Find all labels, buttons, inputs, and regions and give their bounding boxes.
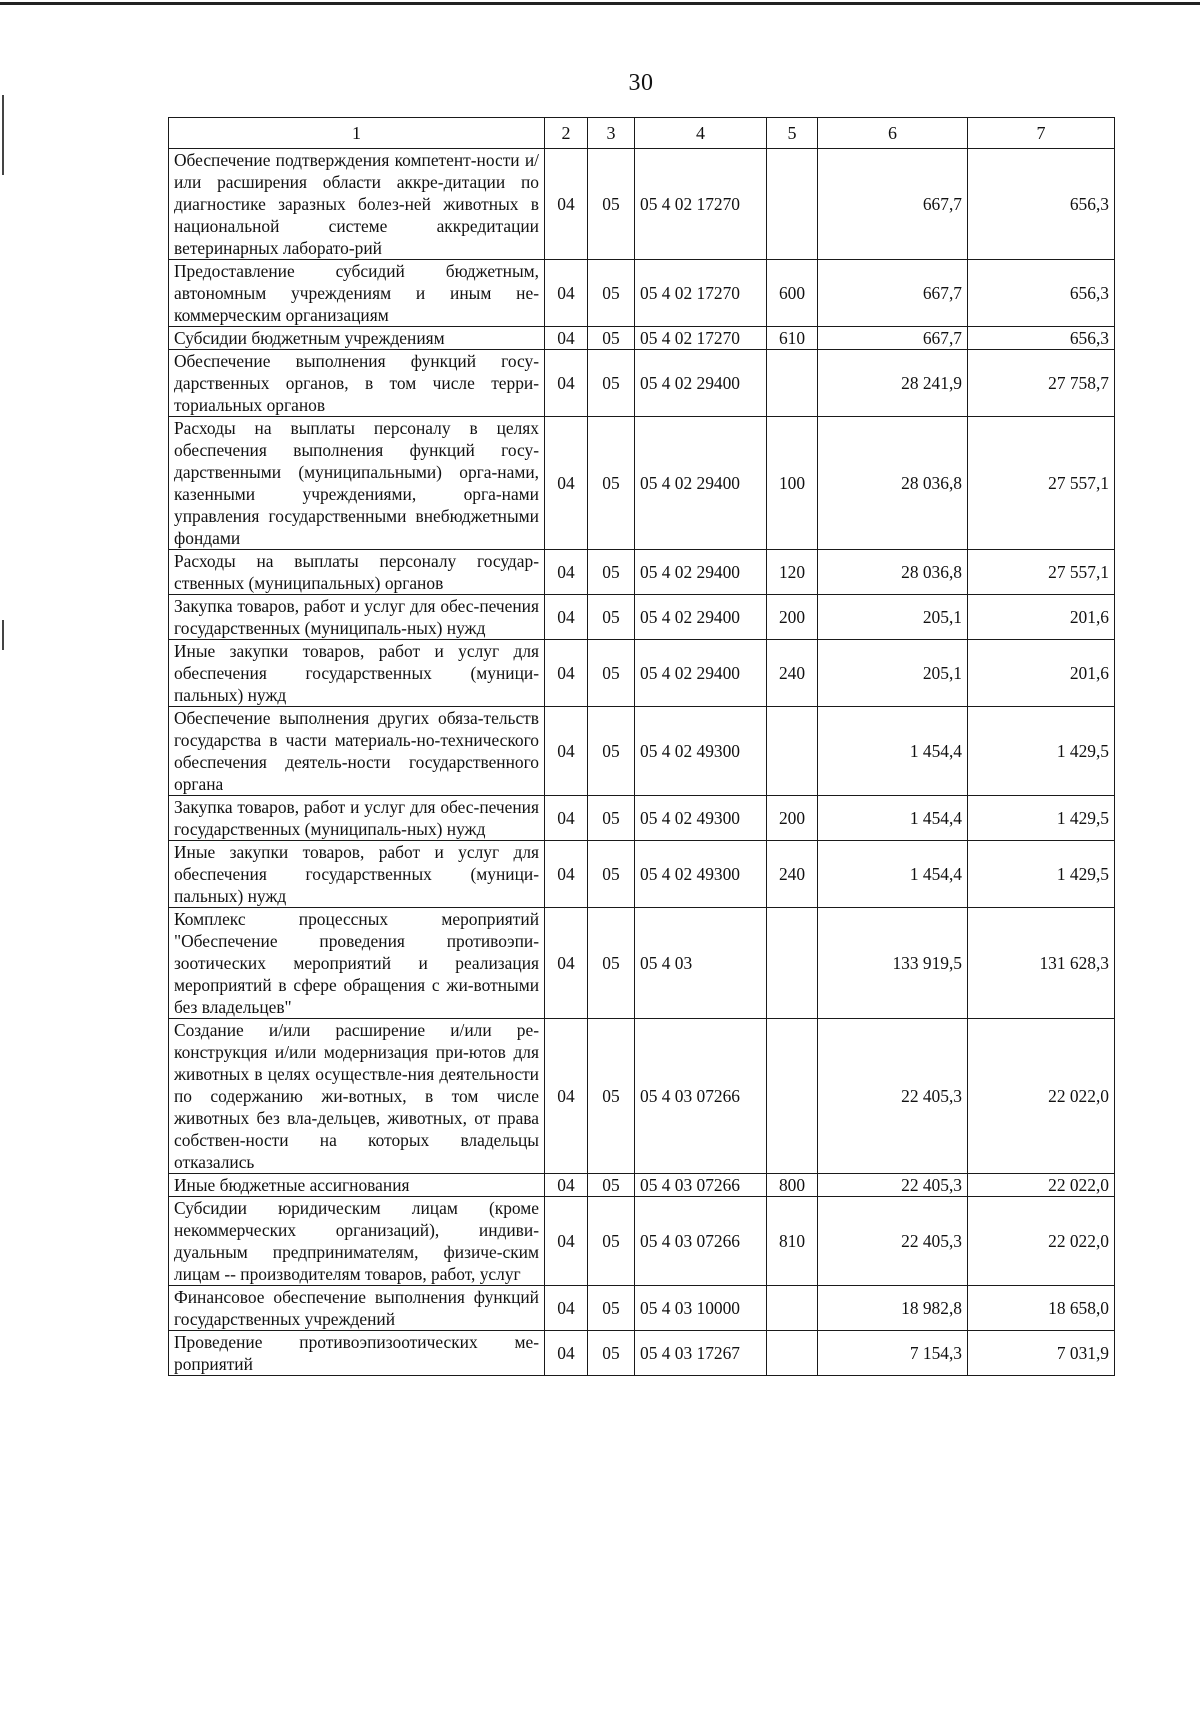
- row-target-article: 05 4 02 49300: [635, 841, 767, 908]
- row-section-code: 04: [545, 640, 588, 707]
- row-name: Обеспечение подтверждения компетент-ности и/или расширения области аккре-дитации по диагностике заразных болез-ней животных в национальной системе аккредитации ветеринарных лаборато-рий: [169, 149, 545, 260]
- row-amount-col6: 28 036,8: [818, 417, 968, 550]
- row-amount-col6: 22 405,3: [818, 1174, 968, 1197]
- row-expense-type: 240: [767, 841, 818, 908]
- page-number: 30: [628, 70, 654, 96]
- row-section-code: 04: [545, 841, 588, 908]
- row-target-article: 05 4 02 49300: [635, 796, 767, 841]
- row-subsection-code: 05: [588, 841, 635, 908]
- row-subsection-code: 05: [588, 149, 635, 260]
- row-amount-col7: 656,3: [968, 327, 1115, 350]
- row-target-article: 05 4 02 29400: [635, 640, 767, 707]
- row-amount-col6: 133 919,5: [818, 908, 968, 1019]
- row-target-article: 05 4 02 49300: [635, 707, 767, 796]
- row-target-article: 05 4 02 29400: [635, 550, 767, 595]
- row-amount-col7: 201,6: [968, 595, 1115, 640]
- row-subsection-code: 05: [588, 707, 635, 796]
- row-expense-type: 800: [767, 1174, 818, 1197]
- row-subsection-code: 05: [588, 1174, 635, 1197]
- row-section-code: 04: [545, 1174, 588, 1197]
- row-expense-type: 200: [767, 796, 818, 841]
- row-section-code: 04: [545, 327, 588, 350]
- row-name: Расходы на выплаты персоналу в целях обеспечения выполнения функций госу-дарственными (муниципальными) орга-нами, казенными учреждениями, орга-нами управления государственными внебюджетными фондами: [169, 417, 545, 550]
- table-row: [169, 640, 1115, 707]
- row-amount-col7: 22 022,0: [968, 1197, 1115, 1286]
- row-name: Финансовое обеспечение выполнения функций государственных учреждений: [169, 1286, 545, 1331]
- row-amount-col6: 28 036,8: [818, 550, 968, 595]
- row-target-article: 05 4 02 29400: [635, 595, 767, 640]
- row-subsection-code: 05: [588, 327, 635, 350]
- row-subsection-code: 05: [588, 1019, 635, 1174]
- row-amount-col7: 27 758,7: [968, 350, 1115, 417]
- row-expense-type: [767, 707, 818, 796]
- row-name: Обеспечение выполнения других обяза-тельств государства в части материаль-но-технического обеспечения деятель-ности государственного органа: [169, 707, 545, 796]
- row-subsection-code: 05: [588, 550, 635, 595]
- table-row: [169, 1286, 1115, 1331]
- budget-table: [168, 117, 1115, 1376]
- row-amount-col7: 656,3: [968, 149, 1115, 260]
- row-subsection-code: 05: [588, 908, 635, 1019]
- row-amount-col7: 7 031,9: [968, 1331, 1115, 1376]
- row-amount-col7: 27 557,1: [968, 550, 1115, 595]
- row-name: Проведение противоэпизоотических ме-роприятий: [169, 1331, 545, 1376]
- table-row: [169, 1174, 1115, 1197]
- row-amount-col7: 656,3: [968, 260, 1115, 327]
- row-subsection-code: 05: [588, 640, 635, 707]
- row-name: Создание и/или расширение и/или ре-конструкция и/или модернизация при-ютов для животных в целях осуществле-ния деятельности по содержанию жи-вотных, в том числе животных без вла-дельцев, животных, от права собствен-ности на которых владельцы отказались: [169, 1019, 545, 1174]
- row-amount-col6: 205,1: [818, 640, 968, 707]
- column-header: 1: [169, 118, 545, 149]
- row-name: Субсидии бюджетным учреждениям: [169, 327, 545, 350]
- row-amount-col6: 18 982,8: [818, 1286, 968, 1331]
- row-name: Закупка товаров, работ и услуг для обес-печения государственных (муниципаль-ных) нужд: [169, 796, 545, 841]
- row-expense-type: [767, 1331, 818, 1376]
- row-name: Закупка товаров, работ и услуг для обес-печения государственных (муниципаль-ных) нужд: [169, 595, 545, 640]
- row-amount-col7: 22 022,0: [968, 1174, 1115, 1197]
- table-row: [169, 796, 1115, 841]
- row-section-code: 04: [545, 1019, 588, 1174]
- row-section-code: 04: [545, 1286, 588, 1331]
- row-amount-col7: 131 628,3: [968, 908, 1115, 1019]
- row-name: Комплекс процессных мероприятий "Обеспечение проведения противоэпи-зоотических мероприятий и реализация мероприятий в сфере обращения с жи-вотными без владельцев": [169, 908, 545, 1019]
- row-target-article: 05 4 02 17270: [635, 149, 767, 260]
- row-amount-col6: 28 241,9: [818, 350, 968, 417]
- row-expense-type: [767, 1286, 818, 1331]
- table-row: [169, 595, 1115, 640]
- row-section-code: 04: [545, 1197, 588, 1286]
- row-target-article: 05 4 02 17270: [635, 260, 767, 327]
- row-expense-type: 240: [767, 640, 818, 707]
- column-header: 5: [767, 118, 818, 149]
- row-amount-col6: 7 154,3: [818, 1331, 968, 1376]
- row-target-article: 05 4 02 17270: [635, 327, 767, 350]
- row-amount-col6: 667,7: [818, 260, 968, 327]
- row-target-article: 05 4 03 07266: [635, 1197, 767, 1286]
- row-expense-type: [767, 149, 818, 260]
- column-header: 6: [818, 118, 968, 149]
- row-subsection-code: 05: [588, 1197, 635, 1286]
- row-target-article: 05 4 02 29400: [635, 350, 767, 417]
- row-subsection-code: 05: [588, 260, 635, 327]
- row-section-code: 04: [545, 908, 588, 1019]
- row-target-article: 05 4 03 10000: [635, 1286, 767, 1331]
- row-target-article: 05 4 02 29400: [635, 417, 767, 550]
- row-amount-col6: 22 405,3: [818, 1197, 968, 1286]
- row-section-code: 04: [545, 260, 588, 327]
- row-subsection-code: 05: [588, 350, 635, 417]
- row-amount-col7: 1 429,5: [968, 796, 1115, 841]
- row-name: Обеспечение выполнения функций госу-дарственных органов, в том числе терри-ториальных органов: [169, 350, 545, 417]
- row-target-article: 05 4 03 07266: [635, 1019, 767, 1174]
- row-amount-col6: 667,7: [818, 149, 968, 260]
- row-subsection-code: 05: [588, 796, 635, 841]
- row-section-code: 04: [545, 550, 588, 595]
- row-name: Расходы на выплаты персоналу государ-ственных (муниципальных) органов: [169, 550, 545, 595]
- column-header: 7: [968, 118, 1115, 149]
- scan-margin-mark: [2, 95, 4, 175]
- row-section-code: 04: [545, 350, 588, 417]
- row-target-article: 05 4 03: [635, 908, 767, 1019]
- row-subsection-code: 05: [588, 417, 635, 550]
- table-row: [169, 350, 1115, 417]
- table-row: [169, 841, 1115, 908]
- table-row: [169, 1019, 1115, 1174]
- row-amount-col7: 1 429,5: [968, 841, 1115, 908]
- row-expense-type: [767, 1019, 818, 1174]
- table-row: [169, 908, 1115, 1019]
- row-name: Иные закупки товаров, работ и услуг для обеспечения государственных (муници-пальных) нужд: [169, 640, 545, 707]
- row-expense-type: [767, 908, 818, 1019]
- row-subsection-code: 05: [588, 595, 635, 640]
- table-row: [169, 550, 1115, 595]
- row-section-code: 04: [545, 707, 588, 796]
- table-row: [169, 707, 1115, 796]
- row-expense-type: 810: [767, 1197, 818, 1286]
- row-amount-col7: 22 022,0: [968, 1019, 1115, 1174]
- row-expense-type: [767, 350, 818, 417]
- row-target-article: 05 4 03 07266: [635, 1174, 767, 1197]
- top-border-line: [0, 2, 1200, 5]
- row-section-code: 04: [545, 149, 588, 260]
- row-amount-col6: 1 454,4: [818, 707, 968, 796]
- scan-margin-mark: [2, 620, 4, 650]
- table-row: [169, 417, 1115, 550]
- table-row: [169, 327, 1115, 350]
- row-name: Иные бюджетные ассигнования: [169, 1174, 545, 1197]
- row-expense-type: 120: [767, 550, 818, 595]
- row-section-code: 04: [545, 595, 588, 640]
- row-subsection-code: 05: [588, 1331, 635, 1376]
- row-amount-col6: 1 454,4: [818, 796, 968, 841]
- row-amount-col6: 1 454,4: [818, 841, 968, 908]
- row-section-code: 04: [545, 1331, 588, 1376]
- row-name: Предоставление субсидий бюджетным, автономным учреждениям и иным не-коммерческим организациям: [169, 260, 545, 327]
- table-row: [169, 149, 1115, 260]
- row-amount-col7: 18 658,0: [968, 1286, 1115, 1331]
- row-amount-col6: 205,1: [818, 595, 968, 640]
- row-section-code: 04: [545, 417, 588, 550]
- row-amount-col7: 201,6: [968, 640, 1115, 707]
- column-header: 4: [635, 118, 767, 149]
- column-header: 3: [588, 118, 635, 149]
- table-row: [169, 1197, 1115, 1286]
- table-row: [169, 1331, 1115, 1376]
- row-expense-type: 100: [767, 417, 818, 550]
- table-row: [169, 260, 1115, 327]
- row-amount-col6: 667,7: [818, 327, 968, 350]
- column-header: 2: [545, 118, 588, 149]
- row-target-article: 05 4 03 17267: [635, 1331, 767, 1376]
- row-amount-col7: 27 557,1: [968, 417, 1115, 550]
- row-amount-col6: 22 405,3: [818, 1019, 968, 1174]
- row-expense-type: 200: [767, 595, 818, 640]
- row-section-code: 04: [545, 796, 588, 841]
- row-expense-type: 610: [767, 327, 818, 350]
- row-amount-col7: 1 429,5: [968, 707, 1115, 796]
- row-expense-type: 600: [767, 260, 818, 327]
- table-header-row: [169, 118, 1115, 149]
- row-subsection-code: 05: [588, 1286, 635, 1331]
- row-name: Субсидии юридическим лицам (кроме некоммерческих организаций), индиви-дуальным предпринимателям, физиче-ским лицам -- производителям товаров, работ, услуг: [169, 1197, 545, 1286]
- row-name: Иные закупки товаров, работ и услуг для обеспечения государственных (муници-пальных) нужд: [169, 841, 545, 908]
